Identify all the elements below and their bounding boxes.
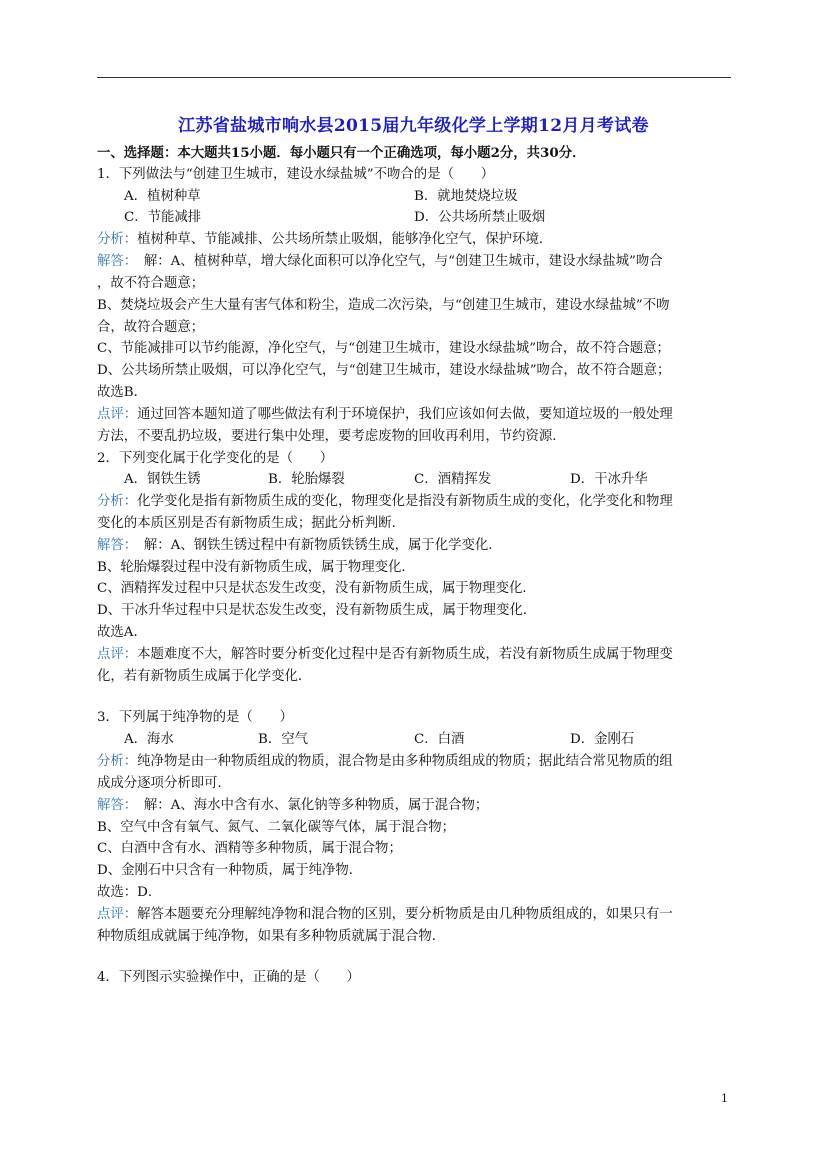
q1-answer-line: 合，故符合题意； bbox=[97, 320, 205, 335]
q1-answer-line: ，故不符合题意； bbox=[97, 276, 205, 291]
q2-option-a: A．钢铁生锈 bbox=[124, 472, 201, 487]
q1-answer-line: C、节能减排可以节约能源，净化空气，与“创建卫生城市，建设水绿盐城”吻合，故不符合题意； bbox=[97, 341, 670, 356]
q1-option-b: B．就地焚烧垃圾 bbox=[414, 189, 518, 204]
q2-analysis-line: 分析：化学变化是指有新物质生成的变化，物理变化是指没有新物质生成的变化，化学变化和物理 bbox=[97, 494, 673, 509]
page-number: 1 bbox=[721, 1092, 728, 1105]
q3-answer-line: D、金刚石中只含有一种物质，属于纯净物． bbox=[97, 863, 363, 878]
answer-label: 解答： bbox=[97, 254, 131, 269]
q3-option-d: D．金刚石 bbox=[570, 732, 635, 747]
page-title: 江苏省盐城市响水县2015届九年级化学上学期12月月考试卷 bbox=[178, 116, 649, 136]
q1-answer-line: D、公共场所禁止吸烟，可以净化空气，与“创建卫生城市，建设水绿盐城”吻合，故不符合题意； bbox=[97, 363, 671, 378]
q3-analysis-line: 成成分逐项分析即可． bbox=[97, 776, 231, 791]
q1-comment-line: 点评：通过回答本题知道了哪些做法有利于环境保护，我们应该如何去做，要知道垃圾的一般处理 bbox=[97, 407, 673, 422]
q3-option-c: C．白酒 bbox=[414, 732, 465, 747]
q1-option-a: A．植树种草 bbox=[124, 189, 201, 204]
q2-answer-line: D、干冰升华过程中只是状态发生改变，没有新物质生成，属于物理变化． bbox=[97, 603, 537, 618]
q3-answer-line: 解答： 解：A、海水中含有水、氯化钠等多种物质，属于混合物； bbox=[97, 798, 489, 813]
q3-answer-line: 故选：D． bbox=[97, 885, 162, 900]
q2-answer-line: C、酒精挥发过程中只是状态发生改变，没有新物质生成，属于物理变化． bbox=[97, 581, 536, 596]
comment-label: 点评： bbox=[97, 907, 138, 922]
q2-option-b: B．轮胎爆裂 bbox=[268, 472, 345, 487]
comment-label: 点评： bbox=[97, 647, 138, 662]
q2-option-c: C．酒精挥发 bbox=[414, 472, 492, 487]
q3-option-a: A．海水 bbox=[124, 732, 174, 747]
q3-analysis-line: 分析：纯净物是由一种物质组成的物质，混合物是由多种物质组成的物质；据此结合常见物质的组 bbox=[97, 754, 673, 769]
q2-comment-line: 化，若有新物质生成属于化学变化． bbox=[97, 669, 312, 684]
analysis-label: 分析： bbox=[97, 494, 138, 509]
q1-stem: 1．下列做法与“创建卫生城市，建设水绿盐城”不吻合的是（ ） bbox=[97, 167, 495, 182]
q2-answer-line: 解答： 解：A、钢铁生锈过程中有新物质铁锈生成，属于化学变化． bbox=[97, 538, 502, 553]
q1-answer-line: 故选B． bbox=[97, 385, 148, 400]
q2-comment-line: 点评：本题难度不大，解答时要分析变化过程中是否有新物质生成，若没有新物质生成属于物理变 bbox=[97, 647, 673, 662]
analysis-label: 分析： bbox=[97, 232, 138, 247]
analysis-label: 分析： bbox=[97, 754, 138, 769]
q4-stem: 4．下列图示实验操作中，正确的是（ ） bbox=[97, 970, 360, 985]
q3-answer-line: B、空气中含有氧气、氮气、二氧化碳等气体，属于混合物； bbox=[97, 820, 455, 835]
answer-label: 解答： bbox=[97, 798, 131, 813]
q1-answer-line: 解答： 解：A、植树种草，增大绿化面积可以净化空气，与“创建卫生城市，建设水绿盐城”吻合 bbox=[97, 254, 663, 269]
q2-option-d: D．干冰升华 bbox=[570, 472, 648, 487]
q2-stem: 2．下列变化属于化学变化的是（ ） bbox=[97, 451, 334, 466]
answer-label: 解答： bbox=[97, 538, 131, 553]
q3-stem: 3．下列属于纯净物的是（ ） bbox=[97, 710, 293, 725]
section-header: 一、选择题：本大题共15小题．每小题只有一个正确选项，每小题2分，共30分． bbox=[97, 145, 586, 161]
q2-answer-line: 故选A． bbox=[97, 625, 147, 640]
q2-answer-line: B、轮胎爆裂过程中没有新物质生成，属于物理变化． bbox=[97, 560, 415, 575]
q1-option-c: C．节能减排 bbox=[124, 210, 202, 225]
q1-option-d: D．公共场所禁止吸烟 bbox=[414, 210, 546, 225]
q1-comment-line: 方法，不要乱扔垃圾，要进行集中处理，要考虑废物的回收再利用，节约资源． bbox=[97, 429, 566, 444]
q3-comment-line: 点评：解答本题要充分理解纯净物和混合物的区别，要分析物质是由几种物质组成的，如果只有一 bbox=[97, 907, 673, 922]
q3-answer-line: C、白酒中含有水、酒精等多种物质，属于混合物； bbox=[97, 841, 402, 856]
header-rule bbox=[97, 77, 731, 78]
q3-comment-line: 种物质组成就属于纯净物，如果有多种物质就属于混合物． bbox=[97, 929, 446, 944]
q3-option-b: B．空气 bbox=[258, 732, 309, 747]
q1-answer-line: B、焚烧垃圾会产生大量有害气体和粉尘，造成二次污染，与“创建卫生城市，建设水绿盐城”不吻 bbox=[97, 298, 670, 313]
q1-analysis-line: 分析：植树种草、节能减排、公共场所禁止吸烟，能够净化空气，保护环境． bbox=[97, 232, 553, 247]
q2-analysis-line: 变化的本质区别是否有新物质生成；据此分析判断． bbox=[97, 516, 405, 531]
comment-label: 点评： bbox=[97, 407, 138, 422]
